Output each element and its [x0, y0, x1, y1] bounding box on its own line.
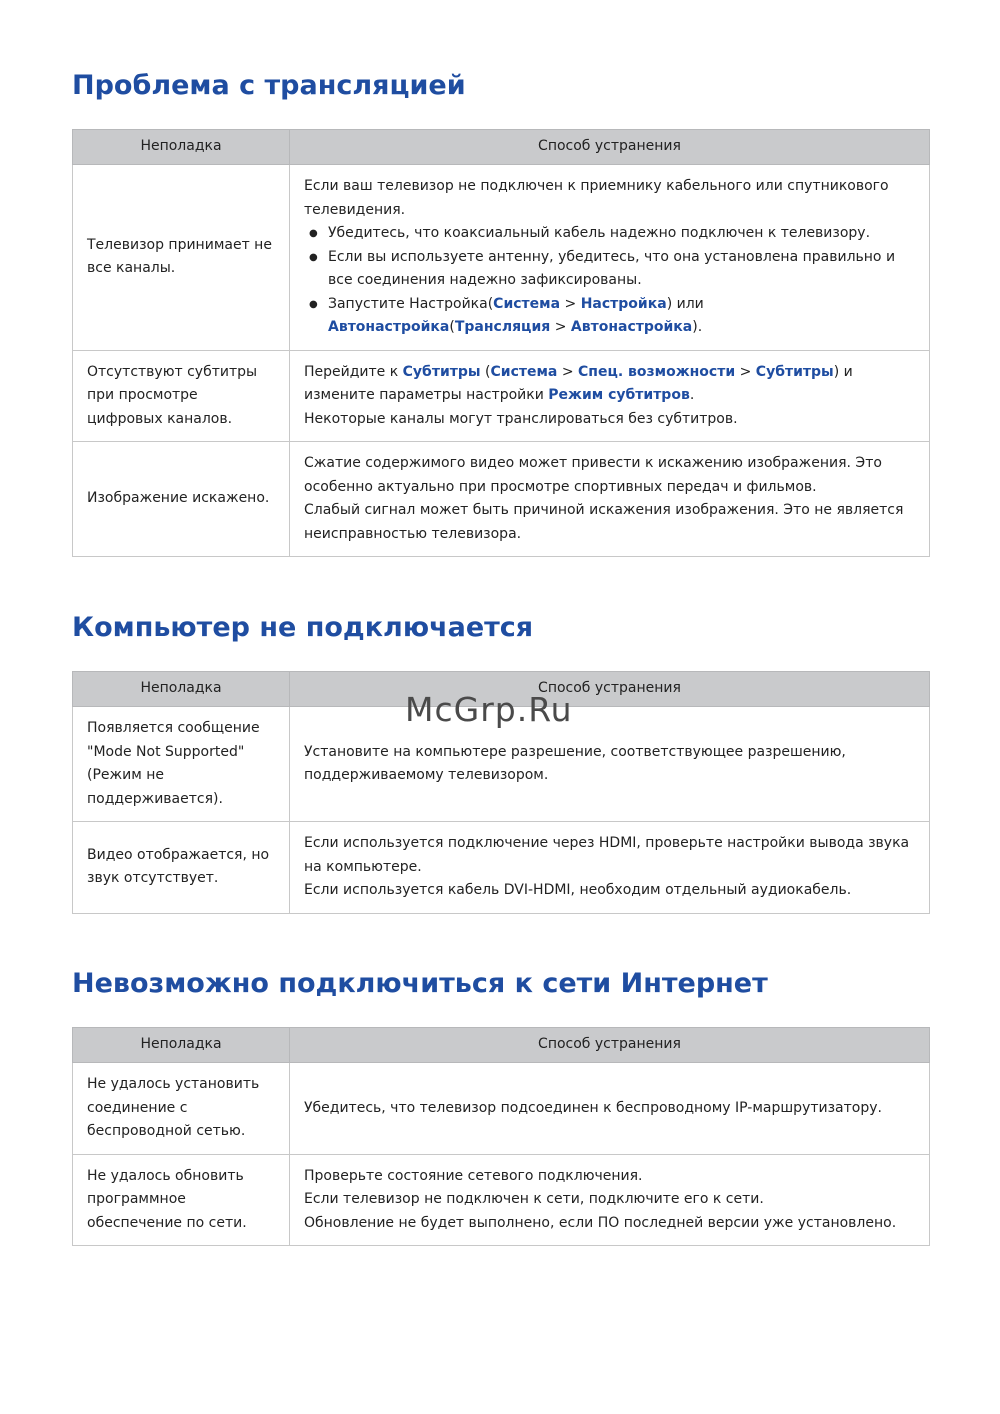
text: . [689, 387, 695, 403]
solution-text: Сжатие содержимого видео может привести к искажению изображения. Это особенно актуально при просмотре спортивных передач и фильмов. [304, 455, 882, 495]
table-header-row [73, 130, 930, 165]
solution-cell [290, 707, 930, 822]
header-solution: Способ устранения [290, 1028, 930, 1063]
watermark: McGrp.Ru [405, 690, 573, 729]
section-internet [72, 968, 930, 1231]
header-problem: Неполадка [73, 130, 290, 165]
text: > [550, 319, 571, 335]
problem-cell: Телевизор принимает не все каналы. [73, 165, 290, 351]
table-row [73, 350, 930, 442]
table-row [73, 165, 930, 351]
menu-link-setup[interactable]: Настройка [580, 295, 667, 312]
solution-text: Слабый сигнал может быть причиной искажения изображения. Это не является неисправностью телевизора. [304, 502, 904, 542]
text: Запустите Настройка( [328, 295, 494, 312]
problem-cell: Не удалось обновить программное обеспечение по сети. [73, 1154, 290, 1246]
solution-cell [290, 1063, 930, 1155]
section-title: Проблема с трансляцией [72, 70, 466, 101]
solution-cell [290, 350, 930, 442]
menu-link-accessibility[interactable]: Спец. возможности [578, 363, 736, 380]
table-row [73, 442, 930, 557]
text: ( [449, 319, 455, 335]
problem-cell: Появляется сообщение "Mode Not Supported" (Режим не поддерживается). [73, 707, 290, 822]
list-item: ● Убедитесь, что коаксиальный кабель надежно подключен к телевизору. [328, 222, 915, 246]
problem-cell: Отсутствуют субтитры при просмотре цифровых каналов. [73, 350, 290, 442]
table-row [73, 1154, 930, 1246]
header-problem: Неполадка [73, 1028, 290, 1063]
text: ) и измените параметры настройки [304, 363, 853, 403]
text: ). [692, 319, 703, 335]
table-header-row [73, 1028, 930, 1063]
troubleshoot-table [72, 1027, 930, 1246]
solution-text: Обновление не будет выполнено, если ПО последней версии уже установлено. [304, 1214, 897, 1231]
solution-text: Некоторые каналы могут транслироваться без субтитров. [304, 410, 738, 427]
solution-text: Установите на компьютере разрешение, соответствующее разрешению, поддерживаемому телевизором. [304, 743, 846, 783]
text: ) или [666, 295, 704, 312]
menu-link-subtitles-2[interactable]: Субтитры [755, 363, 834, 380]
text: > [560, 295, 581, 312]
menu-link-subtitles[interactable]: Субтитры [402, 363, 481, 380]
table-row [73, 1063, 930, 1155]
solution-cell [290, 165, 930, 351]
table-row [73, 822, 930, 914]
problem-cell: Видео отображается, но звук отсутствует. [73, 822, 290, 914]
solution-text: Убедитесь, что телевизор подсоединен к беспроводному IP-маршрутизатору. [304, 1099, 882, 1116]
text: Перейдите к [304, 363, 403, 380]
solution-text: Если используется кабель DVI-HDMI, необходим отдельный аудиокабель. [304, 882, 852, 898]
solution-text: Если ваш телевизор не подключен к приемнику кабельного или спутникового телевидения. [304, 178, 889, 218]
header-solution: Способ устранения [290, 672, 930, 707]
menu-link-system[interactable]: Система [493, 295, 561, 312]
header-problem: Неполадка [73, 672, 290, 707]
solution-list [304, 222, 915, 340]
list-item: ● Если вы используете антенну, убедитесь, что она установлена правильно и все соединения надежно зафиксированы. [328, 246, 915, 293]
solution-text: Если используется подключение через HDMI, проверьте настройки вывода звука на компьютере. [304, 835, 910, 875]
solution-cell [290, 1154, 930, 1246]
problem-cell: Не удалось установить соединение с беспроводной сетью. [73, 1063, 290, 1155]
text: ( [480, 363, 491, 380]
solution-cell [290, 822, 930, 914]
list-item [328, 293, 915, 340]
menu-link-subtitle-mode[interactable]: Режим субтитров [548, 387, 690, 403]
menu-link-broadcast[interactable]: Трансляция [454, 319, 551, 335]
troubleshoot-table [72, 129, 930, 557]
menu-link-autotune[interactable]: Автонастройка [328, 319, 450, 335]
section-broadcast [72, 70, 930, 542]
solution-text: Проверьте состояние сетевого подключения. [304, 1167, 643, 1184]
solution-text [304, 361, 915, 408]
header-solution: Способ устранения [290, 130, 930, 165]
problem-cell: Изображение искажено. [73, 442, 290, 557]
text: > [735, 363, 756, 380]
menu-link-autotune-2[interactable]: Автонастройка [570, 319, 693, 335]
section-title: Компьютер не подключается [72, 612, 534, 643]
solution-cell [290, 442, 930, 557]
section-title: Невозможно подключиться к сети Интернет [72, 968, 768, 999]
solution-text: Если телевизор не подключен к сети, подключите его к сети. [304, 1191, 764, 1207]
text: > [557, 363, 579, 380]
menu-link-system[interactable]: Система [490, 363, 558, 380]
